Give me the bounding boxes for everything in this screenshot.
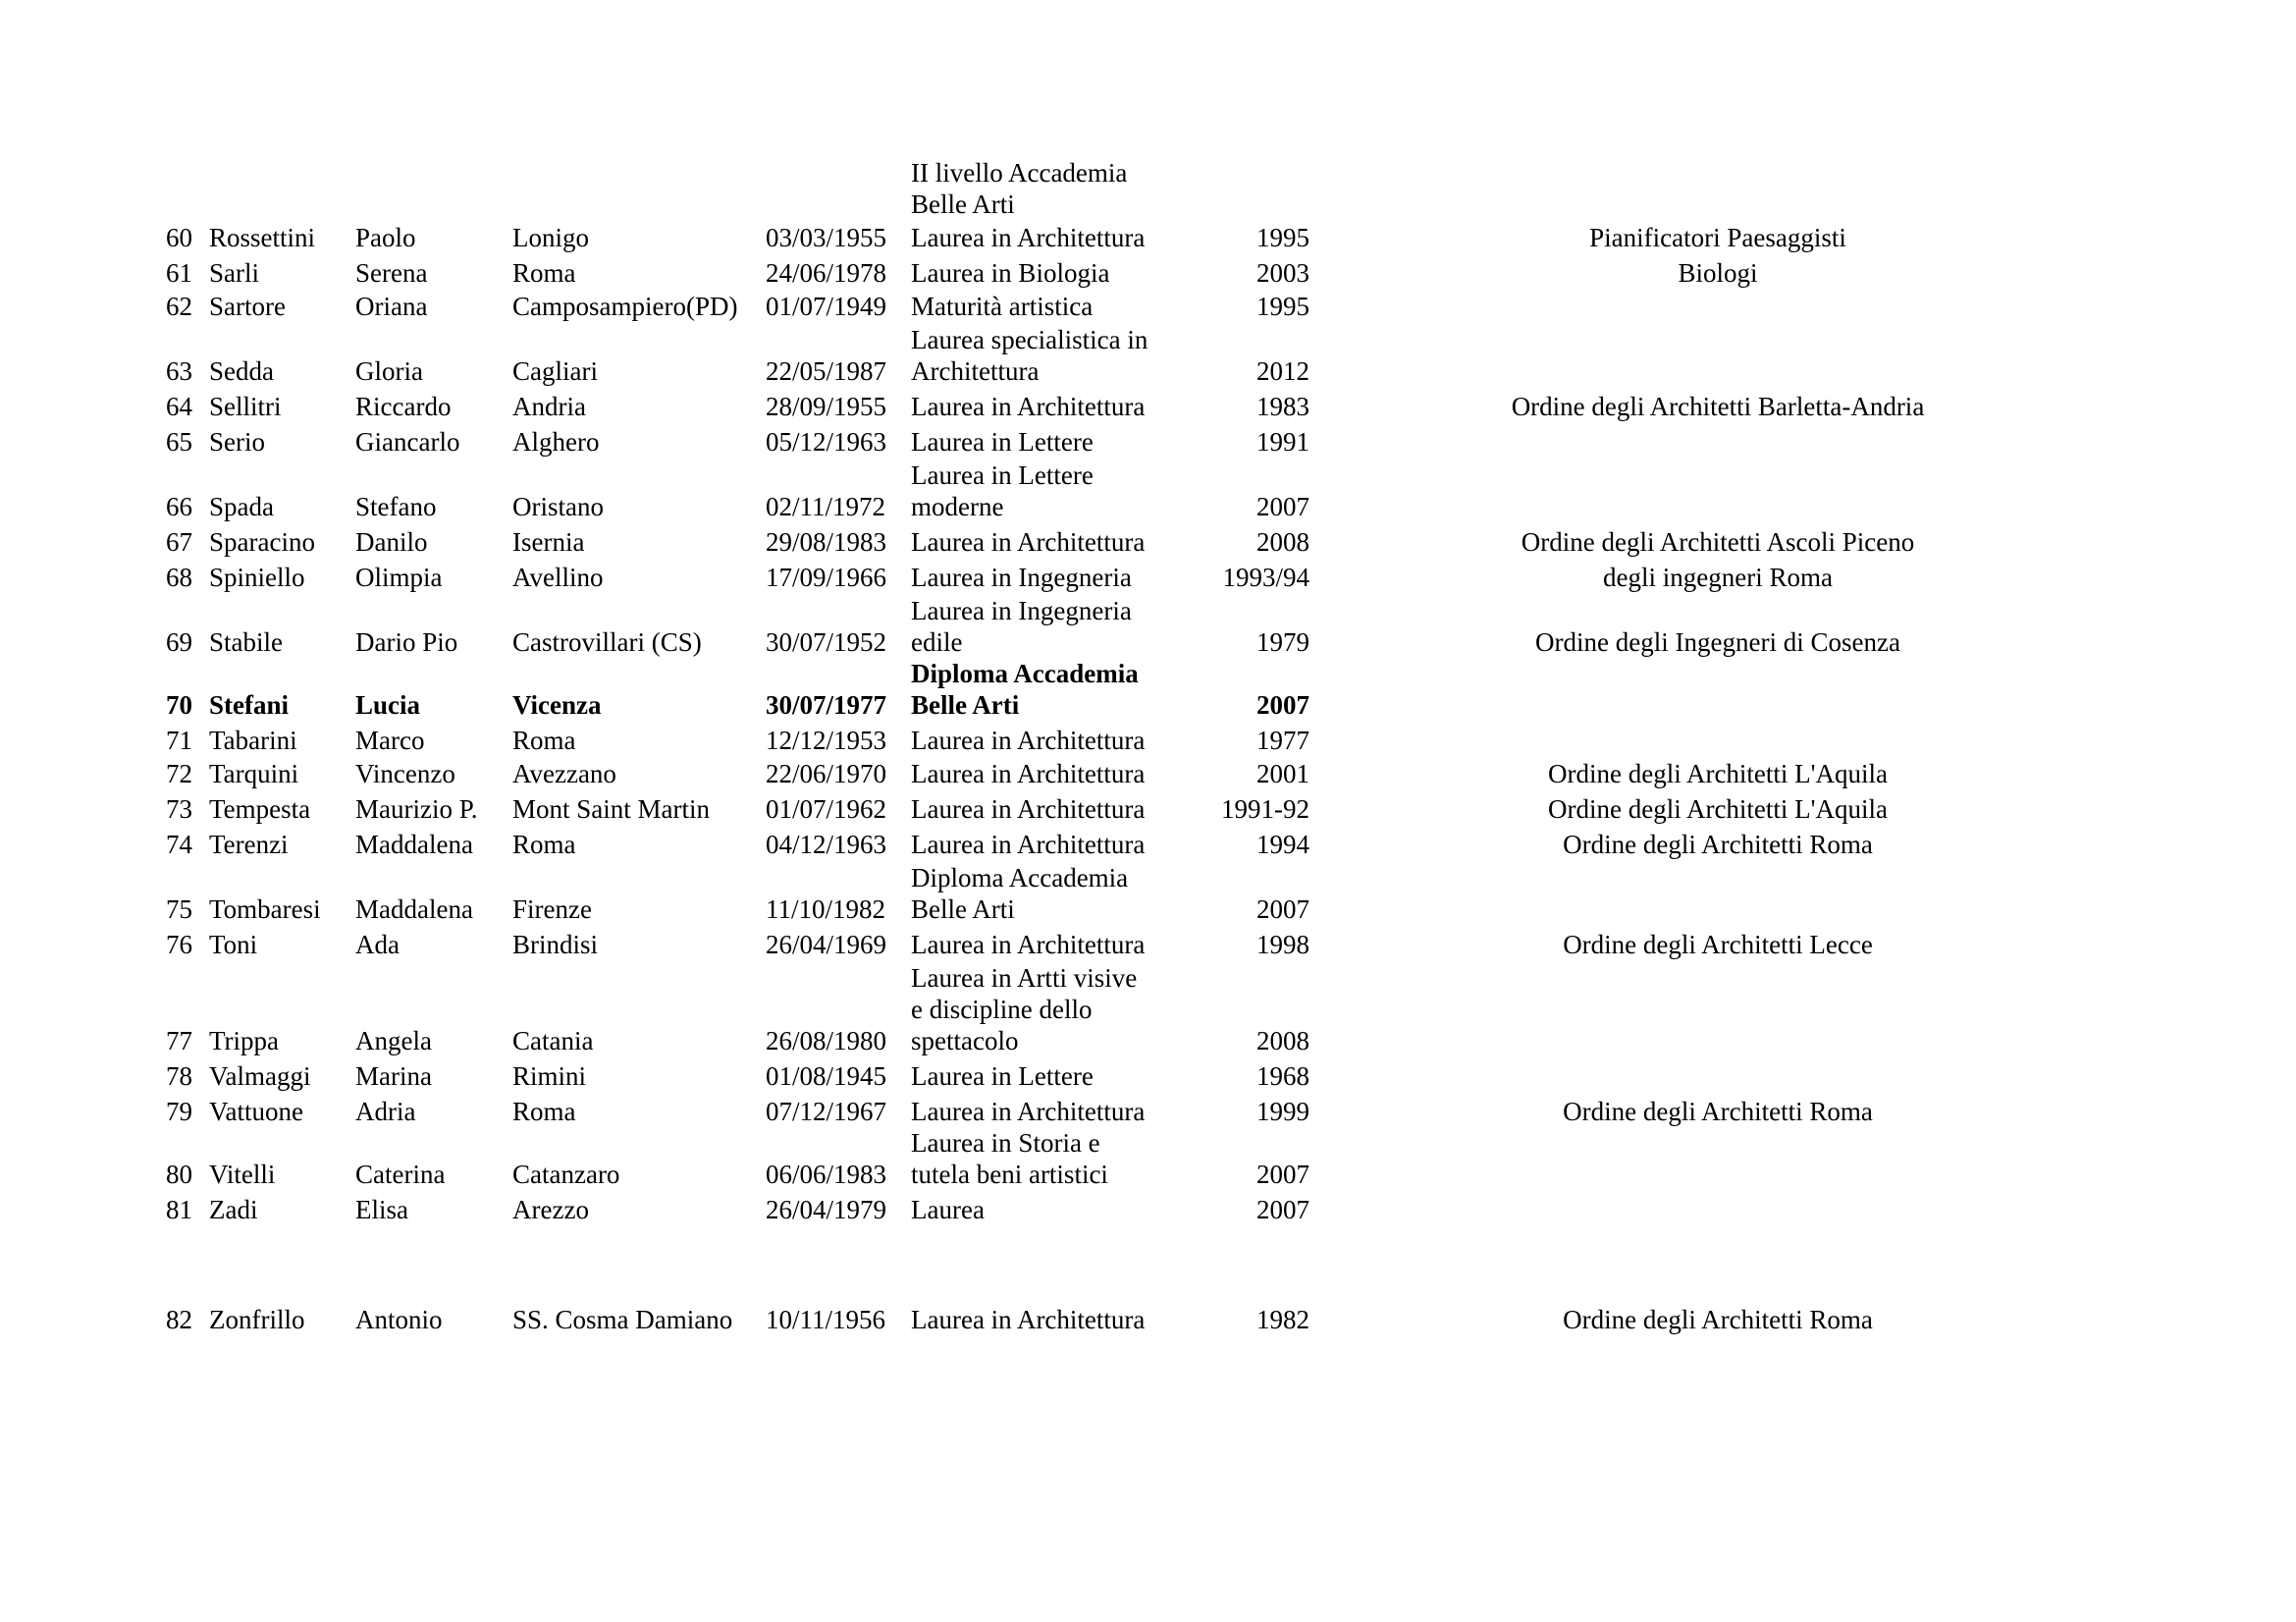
first-name-cell: Adria (355, 1097, 416, 1126)
degree-cell: Laurea in Lettere (911, 427, 1094, 457)
degree-year-cell: 2001 (1256, 759, 1309, 788)
degree-year-cell: 2007 (1256, 690, 1309, 720)
degree-year-cell: 2012 (1256, 356, 1309, 386)
first-name-cell: Ada (355, 930, 400, 959)
birth-date-cell: 10/11/1956 (766, 1305, 886, 1334)
table-row (0, 157, 2296, 189)
table-row (0, 355, 2296, 387)
professional-order-cell: Ordine degli Architetti L'Aquila (1547, 794, 1889, 824)
table-row (0, 626, 2296, 658)
row-number: 77 (166, 1026, 192, 1055)
first-name-cell: Stefano (355, 492, 437, 521)
degree-cell: e discipline dello (911, 995, 1093, 1024)
surname-cell: Sellitri (209, 392, 282, 421)
row-number: 66 (166, 492, 192, 521)
table-row (0, 793, 2296, 825)
degree-year-cell: 1968 (1256, 1061, 1309, 1091)
birthplace-cell: Firenze (512, 894, 592, 924)
first-name-cell: Angela (355, 1026, 432, 1055)
first-name-cell: Riccardo (355, 392, 452, 421)
professional-order-cell: Ordine degli Architetti Roma (1563, 1305, 1873, 1334)
first-name-cell: Elisa (355, 1195, 408, 1224)
row-number: 64 (166, 392, 192, 421)
degree-cell: spettacolo (911, 1026, 1019, 1055)
surname-cell: Sartore (209, 292, 286, 321)
degree-cell: Architettura (911, 356, 1040, 386)
birth-date-cell: 05/12/1963 (766, 427, 887, 457)
first-name-cell: Oriana (355, 292, 428, 321)
birthplace-cell: Mont Saint Martin (512, 794, 710, 824)
table-row (0, 391, 2296, 422)
degree-cell: Laurea in Architettura (911, 223, 1146, 252)
table-row (0, 658, 2296, 689)
row-number: 63 (166, 356, 192, 386)
birth-date-cell: 12/12/1953 (766, 726, 887, 755)
table-row (0, 1025, 2296, 1056)
degree-cell: tutela beni artistici (911, 1160, 1108, 1189)
table-row (0, 324, 2296, 355)
row-number: 74 (166, 830, 192, 859)
first-name-cell: Maddalena (355, 830, 473, 859)
degree-year-cell: 1979 (1256, 627, 1309, 657)
birthplace-cell: Isernia (512, 527, 585, 557)
table-row (0, 689, 2296, 721)
birthplace-cell: Roma (512, 258, 576, 288)
table-row (0, 189, 2296, 220)
first-name-cell: Maurizio P. (355, 794, 478, 824)
row-number: 78 (166, 1061, 192, 1091)
table-row (0, 1304, 2296, 1335)
birth-date-cell: 22/05/1987 (766, 356, 887, 386)
birthplace-cell: Oristano (512, 492, 604, 521)
first-name-cell: Gloria (355, 356, 423, 386)
degree-year-cell: 2007 (1256, 1160, 1309, 1189)
degree-cell: Laurea in Architettura (911, 1097, 1146, 1126)
degree-cell: Belle Arti (911, 894, 1015, 924)
first-name-cell: Serena (355, 258, 428, 288)
birth-date-cell: 22/06/1970 (766, 759, 887, 788)
birthplace-cell: Roma (512, 1097, 576, 1126)
table-row (0, 725, 2296, 756)
degree-year-cell: 1991 (1256, 427, 1309, 457)
surname-cell: Zonfrillo (209, 1305, 305, 1334)
surname-cell: Sarli (209, 258, 259, 288)
degree-cell: Laurea (911, 1195, 985, 1224)
first-name-cell: Paolo (355, 223, 416, 252)
table-row (0, 929, 2296, 960)
surname-cell: Stefani (209, 690, 289, 720)
surname-cell: Sedda (209, 356, 274, 386)
professional-order-cell: Ordine degli Architetti Ascoli Piceno (1521, 527, 1915, 557)
professional-order-cell: Ordine degli Architetti Roma (1563, 830, 1873, 859)
table-row (0, 595, 2296, 626)
table-row (0, 1096, 2296, 1127)
surname-cell: Stabile (209, 627, 283, 657)
surname-cell: Rossettini (209, 223, 316, 252)
degree-cell: moderne (911, 492, 1004, 521)
degree-cell: Diploma Accademia (911, 659, 1139, 688)
first-name-cell: Maddalena (355, 894, 473, 924)
row-number: 72 (166, 759, 192, 788)
surname-cell: Tempesta (209, 794, 311, 824)
birth-date-cell: 24/06/1978 (766, 258, 887, 288)
birth-date-cell: 30/07/1952 (766, 627, 887, 657)
surname-cell: Tarquini (209, 759, 299, 788)
birthplace-cell: Lonigo (512, 223, 589, 252)
birthplace-cell: Castrovillari (CS) (512, 627, 702, 657)
degree-cell: Laurea in Artti visive (911, 963, 1138, 993)
birthplace-cell: SS. Cosma Damiano (512, 1305, 733, 1334)
first-name-cell: Olimpia (355, 563, 443, 592)
professional-order-cell: Ordine degli Architetti Lecce (1563, 930, 1873, 959)
degree-year-cell: 1991-92 (1221, 794, 1309, 824)
degree-cell: II livello Accademia (911, 158, 1128, 188)
table-row (0, 460, 2296, 491)
professional-order-cell: Pianificatori Paesaggisti (1589, 223, 1846, 252)
degree-cell: Laurea in Architettura (911, 527, 1146, 557)
table-row (0, 862, 2296, 893)
row-number: 79 (166, 1097, 192, 1126)
birth-date-cell: 01/08/1945 (766, 1061, 887, 1091)
degree-cell: Laurea in Architettura (911, 930, 1146, 959)
degree-cell: Belle Arti (911, 690, 1020, 720)
surname-cell: Sparacino (209, 527, 315, 557)
surname-cell: Tabarini (209, 726, 297, 755)
surname-cell: Spiniello (209, 563, 305, 592)
degree-cell: Laurea in Architettura (911, 1305, 1146, 1334)
degree-cell: Laurea in Architettura (911, 830, 1146, 859)
degree-year-cell: 2007 (1256, 492, 1309, 521)
table-row (0, 1194, 2296, 1225)
birth-date-cell: 28/09/1955 (766, 392, 887, 421)
first-name-cell: Giancarlo (355, 427, 460, 457)
birth-date-cell: 03/03/1955 (766, 223, 887, 252)
surname-cell: Vattuone (209, 1097, 303, 1126)
birthplace-cell: Cagliari (512, 356, 598, 386)
table-row (0, 526, 2296, 558)
birth-date-cell: 01/07/1949 (766, 292, 887, 321)
row-number: 65 (166, 427, 192, 457)
surname-cell: Zadi (209, 1195, 258, 1224)
degree-cell: Laurea in Storia e (911, 1128, 1100, 1158)
row-number: 82 (166, 1305, 192, 1334)
degree-year-cell: 2007 (1256, 1195, 1309, 1224)
degree-cell: Laurea in Architettura (911, 794, 1146, 824)
row-number: 61 (166, 258, 192, 288)
row-number: 81 (166, 1195, 192, 1224)
surname-cell: Toni (209, 930, 258, 959)
professional-order-cell: Ordine degli Architetti Roma (1563, 1097, 1873, 1126)
row-number: 71 (166, 726, 192, 755)
row-number: 70 (166, 690, 192, 720)
birth-date-cell: 29/08/1983 (766, 527, 887, 557)
surname-cell: Terenzi (209, 830, 289, 859)
professional-order-cell: Ordine degli Architetti Barletta-Andria (1511, 392, 1925, 421)
degree-cell: Laurea in Architettura (911, 392, 1146, 421)
birth-date-cell: 06/06/1983 (766, 1160, 887, 1189)
row-number: 73 (166, 794, 192, 824)
surname-cell: Tombaresi (209, 894, 321, 924)
degree-cell: Laurea specialistica in (911, 325, 1148, 354)
degree-cell: Laurea in Architettura (911, 726, 1146, 755)
birthplace-cell: Andria (512, 392, 586, 421)
table-row (0, 426, 2296, 458)
degree-cell: edile (911, 627, 963, 657)
row-number: 69 (166, 627, 192, 657)
birthplace-cell: Avezzano (512, 759, 616, 788)
birth-date-cell: 11/10/1982 (766, 894, 886, 924)
degree-cell: Laurea in Architettura (911, 759, 1146, 788)
row-number: 60 (166, 223, 192, 252)
degree-year-cell: 1999 (1256, 1097, 1309, 1126)
degree-cell: Laurea in Ingegneria (911, 563, 1132, 592)
birth-date-cell: 04/12/1963 (766, 830, 887, 859)
birthplace-cell: Brindisi (512, 930, 599, 959)
degree-year-cell: 2008 (1256, 527, 1309, 557)
table-row (0, 829, 2296, 860)
birthplace-cell: Catania (512, 1026, 594, 1055)
table-row (0, 1159, 2296, 1190)
surname-cell: Valmaggi (209, 1061, 311, 1091)
table-row (0, 1127, 2296, 1159)
row-number: 76 (166, 930, 192, 959)
row-number: 62 (166, 292, 192, 321)
first-name-cell: Marco (355, 726, 425, 755)
birthplace-cell: Catanzaro (512, 1160, 620, 1189)
table-row (0, 257, 2296, 289)
table-row (0, 962, 2296, 994)
first-name-cell: Danilo (355, 527, 428, 557)
table-row (0, 222, 2296, 253)
surname-cell: Vitelli (209, 1160, 276, 1189)
birth-date-cell: 26/04/1969 (766, 930, 887, 959)
degree-year-cell: 2003 (1256, 258, 1309, 288)
degree-year-cell: 2008 (1256, 1026, 1309, 1055)
professional-order-cell: degli ingegneri Roma (1603, 563, 1833, 592)
degree-year-cell: 1983 (1256, 392, 1309, 421)
first-name-cell: Caterina (355, 1160, 446, 1189)
birthplace-cell: Vicenza (512, 690, 602, 720)
table-row (0, 994, 2296, 1025)
row-number: 75 (166, 894, 192, 924)
birthplace-cell: Alghero (512, 427, 600, 457)
row-number: 67 (166, 527, 192, 557)
first-name-cell: Antonio (355, 1305, 443, 1334)
row-number: 80 (166, 1160, 192, 1189)
table-row (0, 491, 2296, 522)
birthplace-cell: Avellino (512, 563, 604, 592)
professional-order-cell: Ordine degli Ingegneri di Cosenza (1535, 627, 1900, 657)
professional-order-cell: Ordine degli Architetti L'Aquila (1547, 759, 1889, 788)
professional-order-cell: Biologi (1678, 258, 1758, 288)
degree-cell: Laurea in Lettere (911, 460, 1094, 490)
birth-date-cell: 02/11/1972 (766, 492, 886, 521)
birth-date-cell: 01/07/1962 (766, 794, 887, 824)
table-row (0, 893, 2296, 925)
birth-date-cell: 07/12/1967 (766, 1097, 887, 1126)
table-row (0, 758, 2296, 789)
degree-cell: Diploma Accademia (911, 863, 1129, 892)
birthplace-cell: Camposampiero(PD) (512, 292, 738, 321)
degree-year-cell: 1994 (1256, 830, 1309, 859)
surname-cell: Trippa (209, 1026, 280, 1055)
first-name-cell: Vincenzo (355, 759, 455, 788)
birth-date-cell: 17/09/1966 (766, 563, 887, 592)
degree-cell: Laurea in Lettere (911, 1061, 1094, 1091)
degree-cell: Laurea in Biologia (911, 258, 1110, 288)
table-row (0, 562, 2296, 593)
surname-cell: Spada (209, 492, 274, 521)
first-name-cell: Marina (355, 1061, 432, 1091)
birthplace-cell: Roma (512, 726, 576, 755)
birth-date-cell: 26/08/1980 (766, 1026, 887, 1055)
degree-year-cell: 1977 (1256, 726, 1309, 755)
table-row (0, 1060, 2296, 1092)
degree-year-cell: 1982 (1256, 1305, 1309, 1334)
birthplace-cell: Rimini (512, 1061, 587, 1091)
degree-year-cell: 1995 (1256, 292, 1309, 321)
first-name-cell: Lucia (355, 690, 421, 720)
surname-cell: Serio (209, 427, 265, 457)
degree-year-cell: 1995 (1256, 223, 1309, 252)
degree-cell: Belle Arti (911, 189, 1015, 219)
degree-cell: Laurea in Ingegneria (911, 596, 1132, 625)
row-number: 68 (166, 563, 192, 592)
degree-year-cell: 1998 (1256, 930, 1309, 959)
table-row (0, 291, 2296, 322)
birth-date-cell: 30/07/1977 (766, 690, 887, 720)
birthplace-cell: Arezzo (512, 1195, 589, 1224)
first-name-cell: Dario Pio (355, 627, 458, 657)
degree-cell: Maturità artistica (911, 292, 1094, 321)
degree-year-cell: 2007 (1256, 894, 1309, 924)
birthplace-cell: Roma (512, 830, 576, 859)
degree-year-cell: 1993/94 (1222, 563, 1309, 592)
birth-date-cell: 26/04/1979 (766, 1195, 887, 1224)
